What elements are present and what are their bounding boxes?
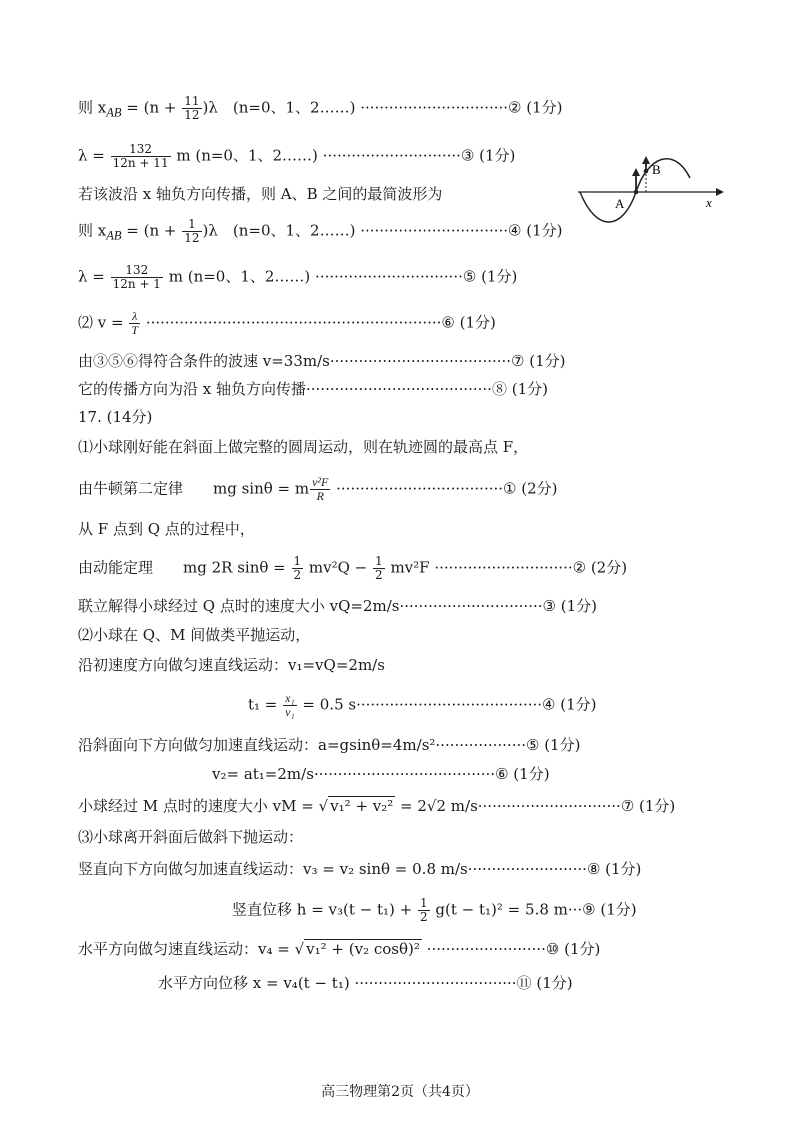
num: 1 [293,554,302,568]
x-axis-arrow-icon [716,188,724,196]
sub: AB [106,105,122,120]
line-v-formula [78,310,496,337]
text: = 2√2 m/s······························⑦ (1分) [395,797,676,815]
text: ·························⑩ (1分) [421,940,601,958]
text: 则 x [78,221,107,240]
line-xab-negative [78,218,563,247]
page-footer: 高三物理第2页（共4页） [321,1084,479,1100]
den: 2 [420,910,428,924]
text: λ = [78,267,110,286]
fraction [418,897,430,924]
label-x: x [706,195,712,210]
num: v²F [312,475,329,489]
point-b-dot [644,169,649,174]
velocity-arrow-b-head-icon [642,156,650,164]
line-vertical-displacement [232,897,637,924]
line-vq-result: 联立解得小球经过 Q 点时的速度大小 vQ=2m/s······························③ (1分) [78,597,597,615]
text: 由动能定理 mg 2R sinθ = [78,558,291,577]
radicand: v₁² + (v₂ cosθ)² [306,940,420,958]
line-vm [78,795,675,817]
text: ···································① (2分) [331,479,558,498]
den: 12 [184,231,200,245]
text: 小球经过 M 点时的速度大小 vM = √ [78,797,329,815]
num: 132 [111,264,163,278]
fraction [283,692,297,719]
line-newton-law [78,476,558,503]
line-lambda-1 [78,143,515,170]
num: 1 [182,218,201,232]
velocity-arrow-a-head-icon [632,168,640,176]
text: = 0.5 s·······································④ (1分) [297,695,597,714]
text: 水平方向做匀速直线运动：v₄ = √ [78,940,305,958]
line-part1-intro: ⑴小球刚好能在斜面上做完整的圆周运动，则在轨迹圆的最高点 F， [78,438,529,456]
text: = (n + [121,98,182,117]
line-f-to-q: 从 F 点到 Q 点的过程中， [78,520,255,538]
text: mv²F ·····························② (2分) [385,558,628,577]
den: 12 [184,108,200,122]
label-b: B [652,162,661,177]
line-horizontal-displacement: 水平方向位移 x = v₄(t − t₁) ··································⑪ (1分) [158,974,573,992]
text: = (n + [121,221,182,240]
num: x₁ [285,691,295,705]
num: λ [129,310,140,324]
line-negative-direction: 若该波沿 x 轴负方向传播，则 A、B 之间的最简波形为 [78,185,443,203]
text: m (n=0、1、2……) ·····························③ (1分) [171,146,516,165]
line-part3-intro: ⑶小球离开斜面后做斜下抛运动： [78,828,304,846]
wave-figure [578,150,728,230]
line-wave-speed: 由③⑤⑥得符合条件的波速 v=33m/s······································⑦ (1分) [78,352,566,370]
line-v4 [78,938,600,960]
fraction [310,476,330,503]
line-xab-positive [78,95,563,124]
point-a-dot [634,190,639,195]
text: mv²Q − [304,558,373,577]
line-v3: 竖直向下方向做匀加速直线运动：v₃ = v₂ sinθ = 0.8 m/s·························⑧ (1分) [78,860,642,878]
fraction [182,95,201,122]
den: 2 [375,568,383,582]
line-direction: 它的传播方向为沿 x 轴负方向传播·······································⑧ (1分) [78,380,548,398]
text: )λ (n=0、1、2……) ·······························② (1分) [202,98,563,117]
label-a: A [615,196,625,211]
num: 1 [420,896,428,910]
text: g(t − t₁)² = 5.8 m···⑨ (1分) [430,900,637,919]
line-t1 [248,692,597,719]
den: R [316,489,324,503]
den: 2 [293,568,302,582]
den: 12n + 1 [112,277,161,291]
den: v₁ [285,705,295,719]
fraction [129,310,140,337]
line-part2-intro: ⑵小球在 Q、M 间做类平抛运动， [78,626,311,644]
num: 132 [111,143,171,157]
num: 11 [184,94,200,108]
text: t₁ = [248,695,283,714]
text: 由牛顿第二定律 mg sinθ = m [78,479,310,498]
question-17-heading: 17. (14分) [78,408,153,426]
text: m (n=0、1、2……) ·······························⑤ (1分) [163,267,518,286]
line-v2: v₂= at₁=2m/s······································⑥ (1分) [212,765,550,783]
num: 1 [375,554,383,568]
line-acceleration: 沿斜面向下方向做匀加速直线运动：a=gsinθ=4m/s²···················⑤ (1分) [78,736,581,754]
text: ⑵ v = [78,313,129,332]
text: )λ (n=0、1、2……) ·······························④ (1分) [202,221,563,240]
fraction [111,143,171,170]
text: λ = [78,146,110,165]
den: T [131,323,139,337]
text: 竖直位移 h = v₃(t − t₁) + [232,900,418,919]
fraction [182,218,201,245]
text: 则 x [78,98,107,117]
line-energy-theorem [78,555,627,582]
fraction [292,555,304,582]
text: ······························································⑥ (1分) [141,313,496,332]
line-lambda-2 [78,264,517,291]
radicand: v₁² + v₂² [330,797,394,815]
line-uniform-motion: 沿初速度方向做匀速直线运动：v₁=vQ=2m/s [78,656,385,674]
den: 12n + 11 [112,156,169,170]
fraction [111,264,163,291]
fraction [373,555,385,582]
sub: AB [106,228,122,243]
